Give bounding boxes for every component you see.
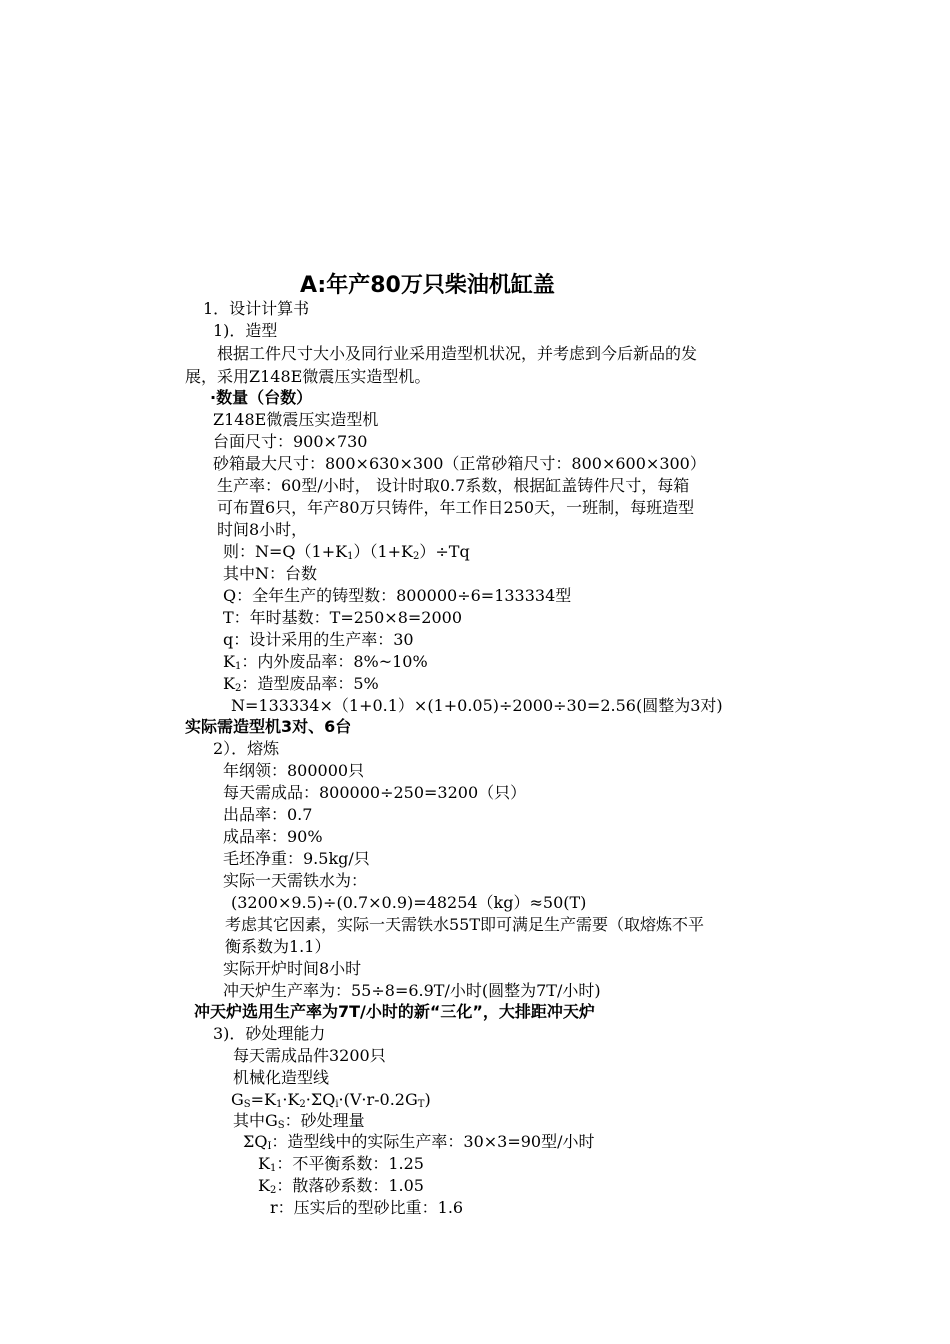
subsection-heading: 3)．砂处理能力	[213, 1024, 326, 1043]
text-line: 实际一天需铁水为：	[223, 871, 368, 890]
text-line: $\Sigma Q_I$：造型线中的实际生产率：30×3=90型/小时	[243, 1132, 595, 1152]
text-line: T：年时基数：T=250×8=2000	[223, 608, 463, 627]
text-line: 年纲领：800000只	[223, 761, 365, 780]
text-line: 机械化造型线	[233, 1068, 330, 1087]
text-line: $K_1$：不平衡系数：1.25	[258, 1154, 424, 1174]
text-line: $K_2$：造型废品率：5%	[223, 674, 379, 694]
text-line: 冲天炉生产率为：55÷8=6.9T/小时(圆整为7T/小时)	[223, 981, 601, 1000]
conclusion-line: 实际需造型机3对、6台	[185, 717, 352, 736]
paragraph-line: 生产率：60型/小时， 设计时取0.7系数，根据缸盖铸件尺寸，每箱	[217, 476, 690, 495]
text-line: 毛坯净重：9.5kg/只	[223, 849, 370, 868]
bullet-heading: ·数量（台数）	[210, 388, 313, 407]
text-line: Q：全年生产的铸型数：800000÷6=133334型	[223, 586, 572, 605]
paragraph-line: 展，采用Z148E微震压实造型机。	[185, 367, 431, 386]
paragraph-line: 根据工件尺寸大小及同行业采用造型机状况，并考虑到今后新品的发	[217, 344, 698, 363]
conclusion-line: 冲天炉选用生产率为7T/小时的新“三化”，大排距冲天炉	[194, 1002, 595, 1021]
text-line: 其中N：台数	[223, 564, 318, 583]
formula-line: (3200×9.5)÷(0.7×0.9)=48254（kg）≈50(T)	[231, 893, 587, 912]
text-line: 砂箱最大尺寸：800×630×300（正常砂箱尺寸：800×600×300）	[213, 454, 706, 473]
subsection-heading: 1)．造型	[213, 321, 278, 340]
text-line: 其中$G_S$：砂处理量	[233, 1111, 365, 1131]
text-line: r：压实后的型砂比重：1.6	[270, 1198, 464, 1217]
page-title: A:年产80万只柴油机缸盖	[300, 273, 555, 298]
text-line: Z148E微震压实造型机	[213, 410, 379, 429]
text-line: q：设计采用的生产率：30	[223, 630, 414, 649]
text-line: 成品率：90%	[223, 827, 323, 846]
text-line: $K_1$：内外废品率：8%~10%	[223, 652, 428, 672]
paragraph-line: 可布置6只，年产80万只铸件，年工作日250天，一班制，每班造型	[217, 498, 695, 517]
section-heading: 1．设计计算书	[203, 299, 310, 318]
text-line: $K_2$：散落砂系数：1.05	[258, 1176, 424, 1196]
paragraph-line: 时间8小时，	[217, 520, 308, 539]
formula-result: N=133334×（1+0.1）×(1+0.05)÷2000÷30=2.56(圆整为3对)	[231, 696, 723, 715]
paragraph-line: 衡系数为1.1）	[225, 937, 331, 956]
text-line: 出品率：0.7	[223, 805, 313, 824]
formula-line: $G_S=K_1\cdot K_2\cdot\Sigma Q_i\cdot(V\cdot r-0.2G_T)$	[231, 1090, 431, 1110]
text-line: 每天需成品件3200只	[233, 1046, 386, 1065]
text-line: 台面尺寸：900×730	[213, 432, 368, 451]
formula-line: 则：$N=Q(1+K_1)(1+K_2)\div Tq$	[223, 542, 470, 562]
paragraph-line: 考虑其它因素，实际一天需铁水55T即可满足生产需要（取熔炼不平	[225, 915, 705, 934]
text-line: 实际开炉时间8小时	[223, 959, 362, 978]
text-line: 每天需成品：800000÷250=3200（只）	[223, 783, 527, 802]
subsection-heading: 2）．熔炼	[213, 739, 280, 758]
